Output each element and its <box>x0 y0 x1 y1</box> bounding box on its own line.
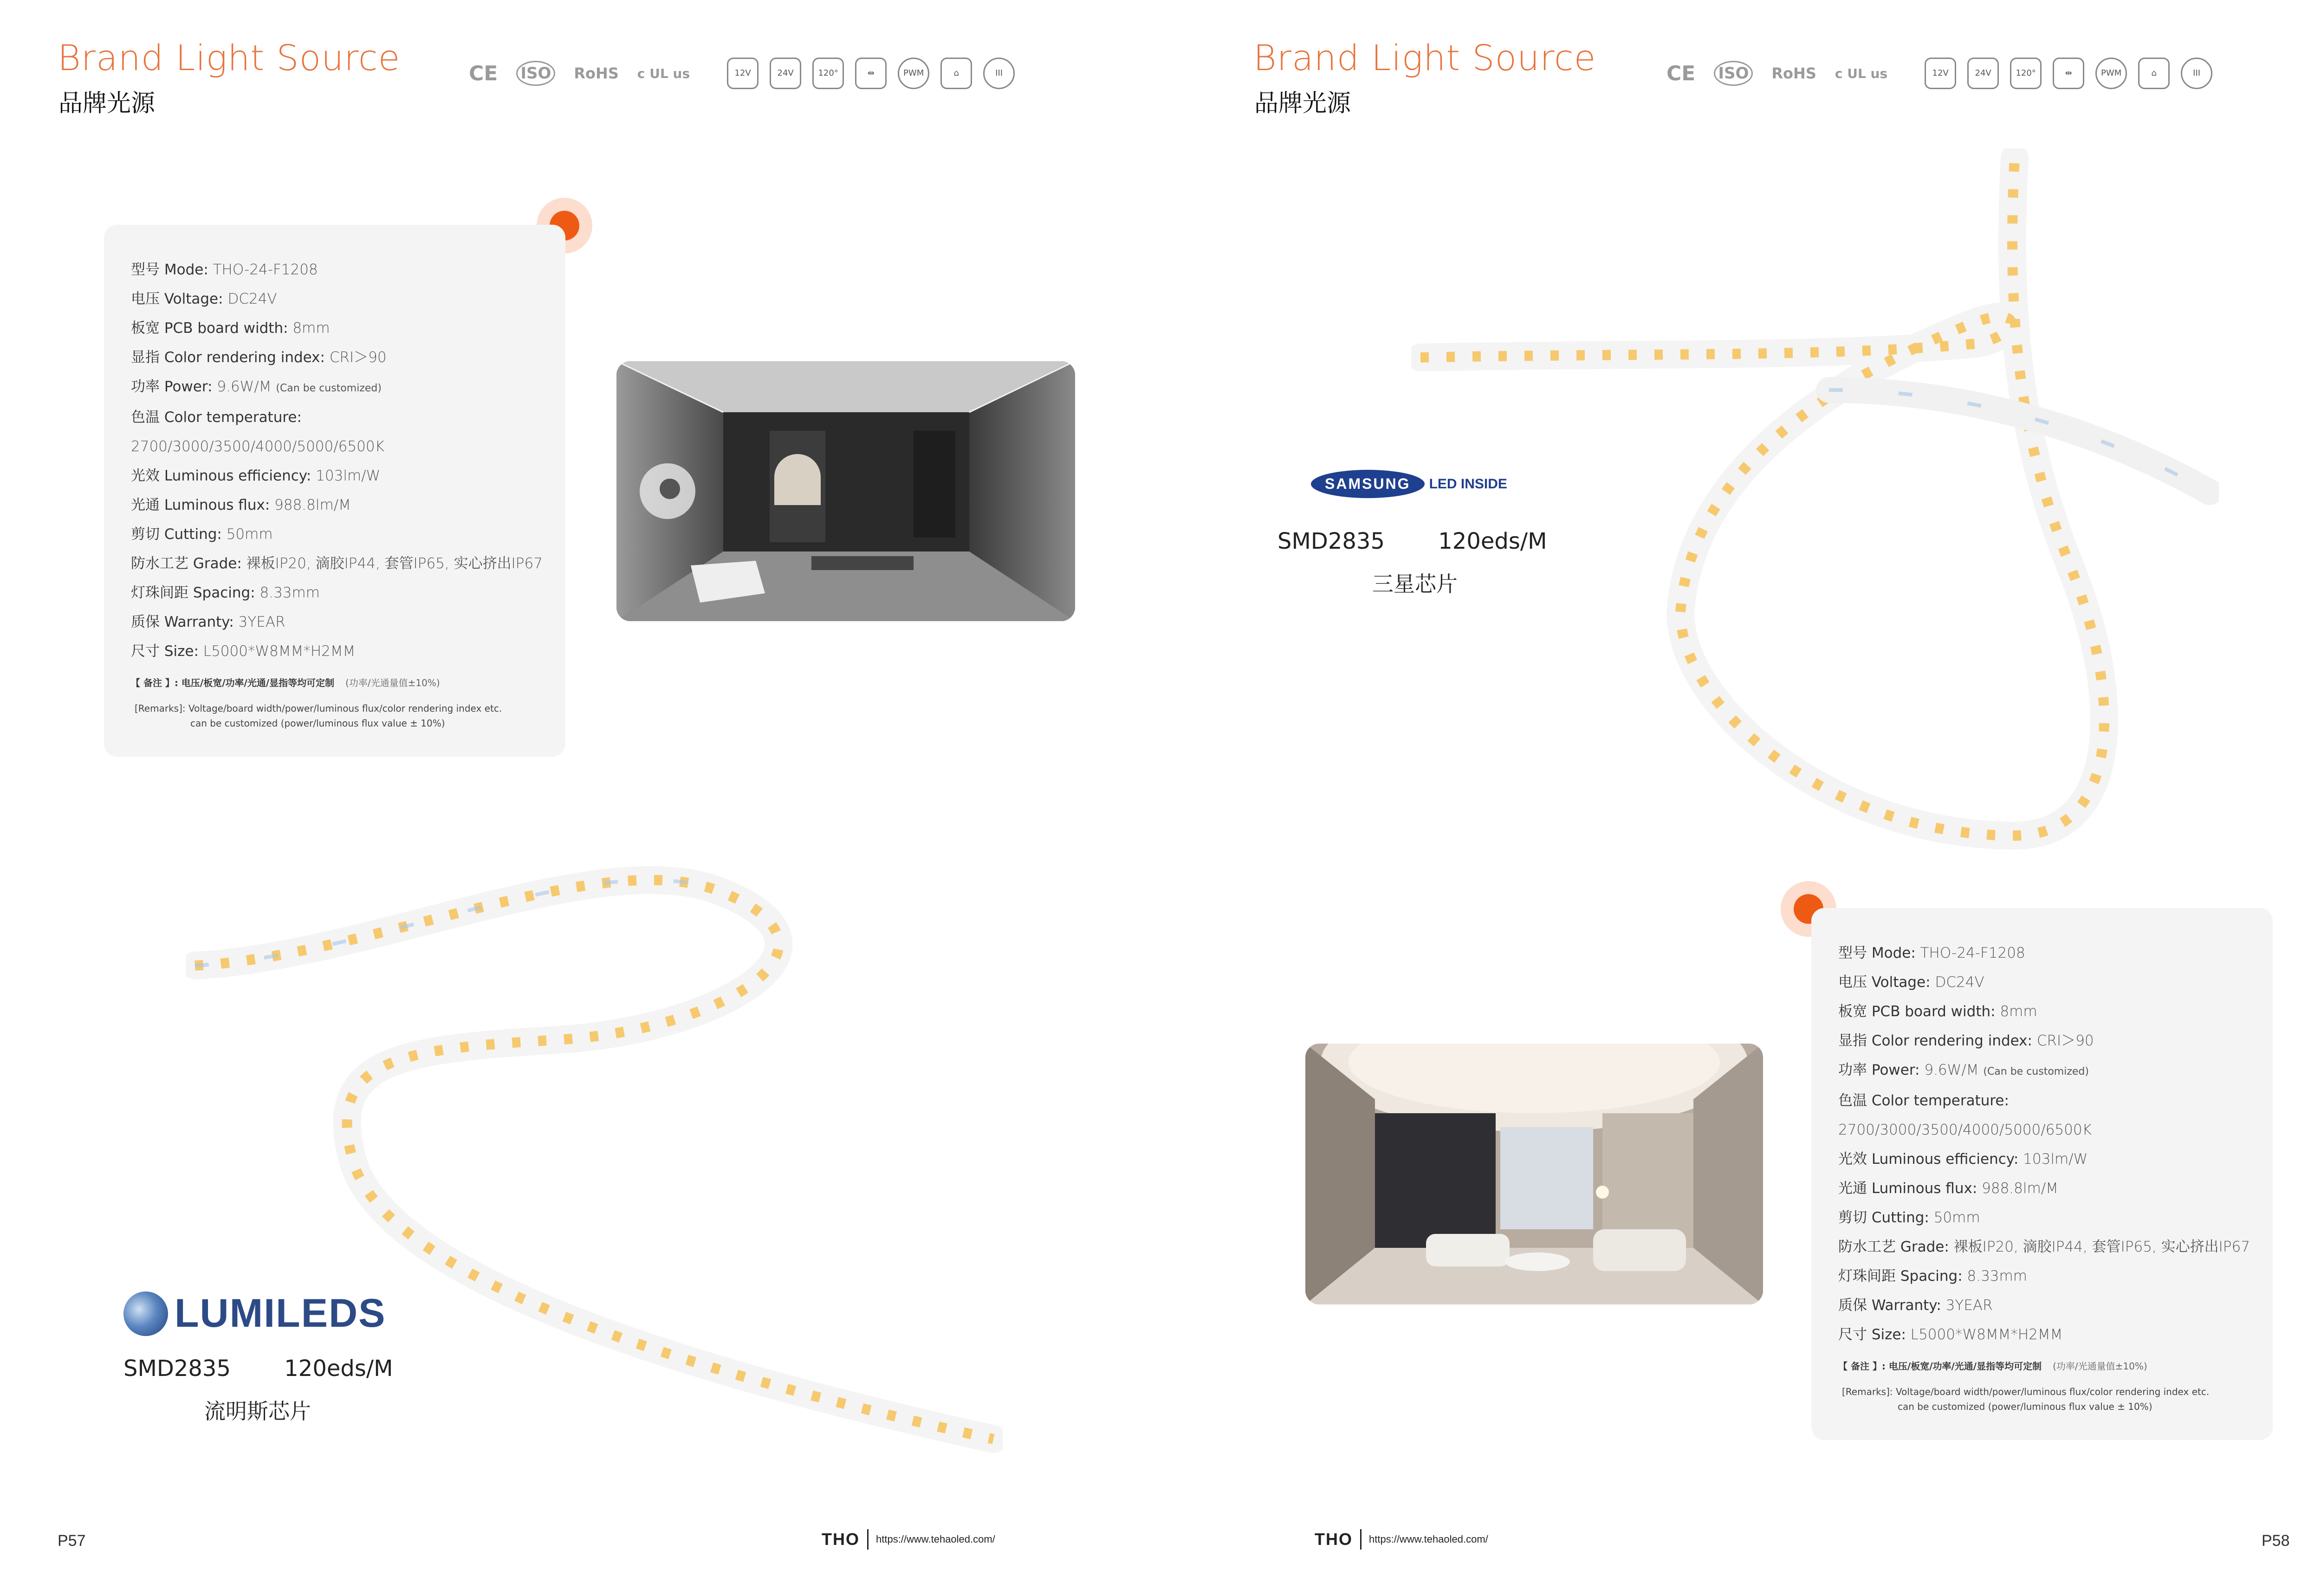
spec-power: 功率 Power: 9.6W/M (Can be customized) <box>1838 1062 2089 1078</box>
spec-cct-label: 色温 Color temperature: <box>131 409 302 426</box>
spec-size: 尺寸 Size: L5000*W8MM*H2MM <box>1838 1326 2063 1343</box>
interior-photo-art <box>1305 1044 1763 1304</box>
lumileds-logo <box>123 1291 386 1336</box>
chip-name-cn: 流明斯芯片 <box>204 1399 311 1424</box>
spec-size: 尺寸 Size: L5000*W8MM*H2MM <box>131 643 356 660</box>
spec-cutting: 剪切 Cutting: 50mm <box>131 526 273 543</box>
remark-cn: 【 备注 】: 电压/板宽/功率/光通/显指等均可定制 (功率/光通量值±10%) <box>1838 1361 2147 1372</box>
24v-icon: 24V <box>1967 58 1999 89</box>
remark-cn: 【 备注 】: 电压/板宽/功率/光通/显指等均可定制 (功率/光通量值±10%) <box>131 677 440 688</box>
page-number: P58 <box>2262 1532 2290 1550</box>
tho-logo: THO <box>1315 1530 1353 1549</box>
page-number: P57 <box>58 1532 86 1550</box>
beam-angle-icon: 120° <box>812 58 844 89</box>
brand-subtitle: 品牌光源 <box>1254 90 1351 117</box>
footer-divider <box>1360 1529 1361 1550</box>
12v-icon: 12V <box>1925 58 1956 89</box>
spec-cct: 2700/3000/3500/4000/5000/6500K <box>131 438 384 455</box>
interior-photo <box>1305 1044 1763 1304</box>
smd-type: SMD2835 <box>1277 528 1385 554</box>
spec-efficiency: 光效 Luminous efficiency: 103lm/W <box>1838 1151 2088 1168</box>
smd-type: SMD2835 <box>123 1356 231 1382</box>
ul-icon: c UL us <box>1835 65 1888 81</box>
ce-mark-icon: CE <box>1666 61 1696 85</box>
spec-cct-label: 色温 Color temperature: <box>1838 1092 2009 1109</box>
ce-mark-icon: CE <box>469 61 498 85</box>
iso-icon: ISO <box>1714 61 1753 86</box>
spec-ip-grade: 防水工艺 Grade: 裸板IP20, 滴胶IP44, 套管IP65, 实心挤出IP67 <box>131 555 543 572</box>
remark-en: [Remarks]: Voltage/board width/power/luminous flux/color rendering index etc. can be customized (power/luminous flux value ± 10%) <box>135 703 502 729</box>
leds-per-meter: 120eds/M <box>284 1356 393 1382</box>
spec-power: 功率 Power: 9.6W/M (Can be customized) <box>131 378 382 395</box>
spec-voltage: 电压 Voltage: DC24V <box>131 291 277 307</box>
rohs-icon: RoHS <box>1771 65 1816 82</box>
iso-icon: ISO <box>516 61 555 86</box>
feature-icons <box>1925 58 2212 89</box>
spec-cutting: 剪切 Cutting: 50mm <box>1838 1209 1980 1226</box>
12v-icon: 12V <box>727 58 759 89</box>
brand-subtitle: 品牌光源 <box>58 90 156 117</box>
website-link[interactable]: https://www.tehaoled.com/ <box>876 1533 995 1545</box>
24v-icon: 24V <box>770 58 801 89</box>
website-link[interactable]: https://www.tehaoled.com/ <box>1369 1533 1488 1545</box>
spec-warranty: 质保 Warranty: 3YEAR <box>131 614 285 630</box>
spec-model: 型号 Mode: THO-24-F1208 <box>1838 945 2025 961</box>
spec-cct: 2700/3000/3500/4000/5000/6500K <box>1838 1122 2092 1138</box>
led-strip-art <box>1411 149 2219 863</box>
feature-icons <box>727 58 1015 89</box>
interior-photo-art <box>616 361 1075 621</box>
spec-card <box>104 225 565 757</box>
spec-voltage: 电压 Voltage: DC24V <box>1838 974 1984 991</box>
spec-ip-grade: 防水工艺 Grade: 裸板IP20, 滴胶IP44, 套管IP65, 实心挤出IP67 <box>1838 1239 2250 1255</box>
indoor-icon: ⌂ <box>940 58 972 89</box>
smd-label <box>123 1356 393 1382</box>
samsung-wordmark: SAMSUNG <box>1311 470 1425 498</box>
remark-en: [Remarks]: Voltage/board width/power/luminous flux/color rendering index etc. can be customized (power/luminous flux value ± 10%) <box>1842 1386 2210 1412</box>
footer <box>822 1529 995 1550</box>
led-strip-art <box>186 863 1003 1476</box>
cuttable-icon: ⇹ <box>2053 58 2084 89</box>
spec-pcb: 板宽 PCB board width: 8mm <box>131 320 330 337</box>
class-iii-icon: III <box>2181 58 2212 89</box>
spec-flux: 光通 Luminous flux: 988.8lm/M <box>1838 1180 2058 1197</box>
spec-card <box>1811 908 2273 1440</box>
chip-name-cn: 三星芯片 <box>1372 571 1458 597</box>
lumileds-wordmark: LUMILEDS <box>175 1291 386 1336</box>
spec-warranty: 质保 Warranty: 3YEAR <box>1838 1297 1993 1314</box>
led-strip-image <box>1411 149 2219 863</box>
smd-label <box>1277 528 1547 554</box>
spec-pcb: 板宽 PCB board width: 8mm <box>1838 1003 2037 1020</box>
brand-title: Brand Light Source <box>1253 37 1596 78</box>
spec-model: 型号 Mode: THO-24-F1208 <box>131 261 318 278</box>
spec-cri: 显指 Color rendering index: CRI＞90 <box>131 349 387 366</box>
indoor-icon: ⌂ <box>2138 58 2170 89</box>
spec-spacing: 灯珠间距 Spacing: 8.33mm <box>131 584 320 601</box>
footer <box>1315 1529 1488 1550</box>
cuttable-icon: ⇹ <box>855 58 887 89</box>
certification-icons <box>1666 58 2212 89</box>
rohs-icon: RoHS <box>574 65 619 82</box>
pwm-icon: PWM <box>898 58 929 89</box>
leds-per-meter: 120eds/M <box>1438 528 1547 554</box>
brand-title: Brand Light Source <box>58 37 401 78</box>
certification-icons <box>469 58 1015 89</box>
interior-photo <box>616 361 1075 621</box>
spec-flux: 光通 Luminous flux: 988.8lm/M <box>131 497 351 513</box>
tho-logo: THO <box>822 1530 860 1549</box>
led-inside-text: LED INSIDE <box>1429 476 1507 492</box>
class-iii-icon: III <box>983 58 1015 89</box>
pwm-icon: PWM <box>2095 58 2127 89</box>
footer-divider <box>867 1529 869 1550</box>
beam-angle-icon: 120° <box>2010 58 2042 89</box>
spec-spacing: 灯珠间距 Spacing: 8.33mm <box>1838 1268 2027 1285</box>
ul-icon: c UL us <box>637 65 690 81</box>
samsung-logo <box>1311 470 1507 498</box>
spec-efficiency: 光效 Luminous efficiency: 103lm/W <box>131 467 381 484</box>
led-strip-image <box>186 863 1003 1476</box>
lumileds-globe-icon <box>123 1291 168 1336</box>
spec-cri: 显指 Color rendering index: CRI＞90 <box>1838 1032 2094 1049</box>
